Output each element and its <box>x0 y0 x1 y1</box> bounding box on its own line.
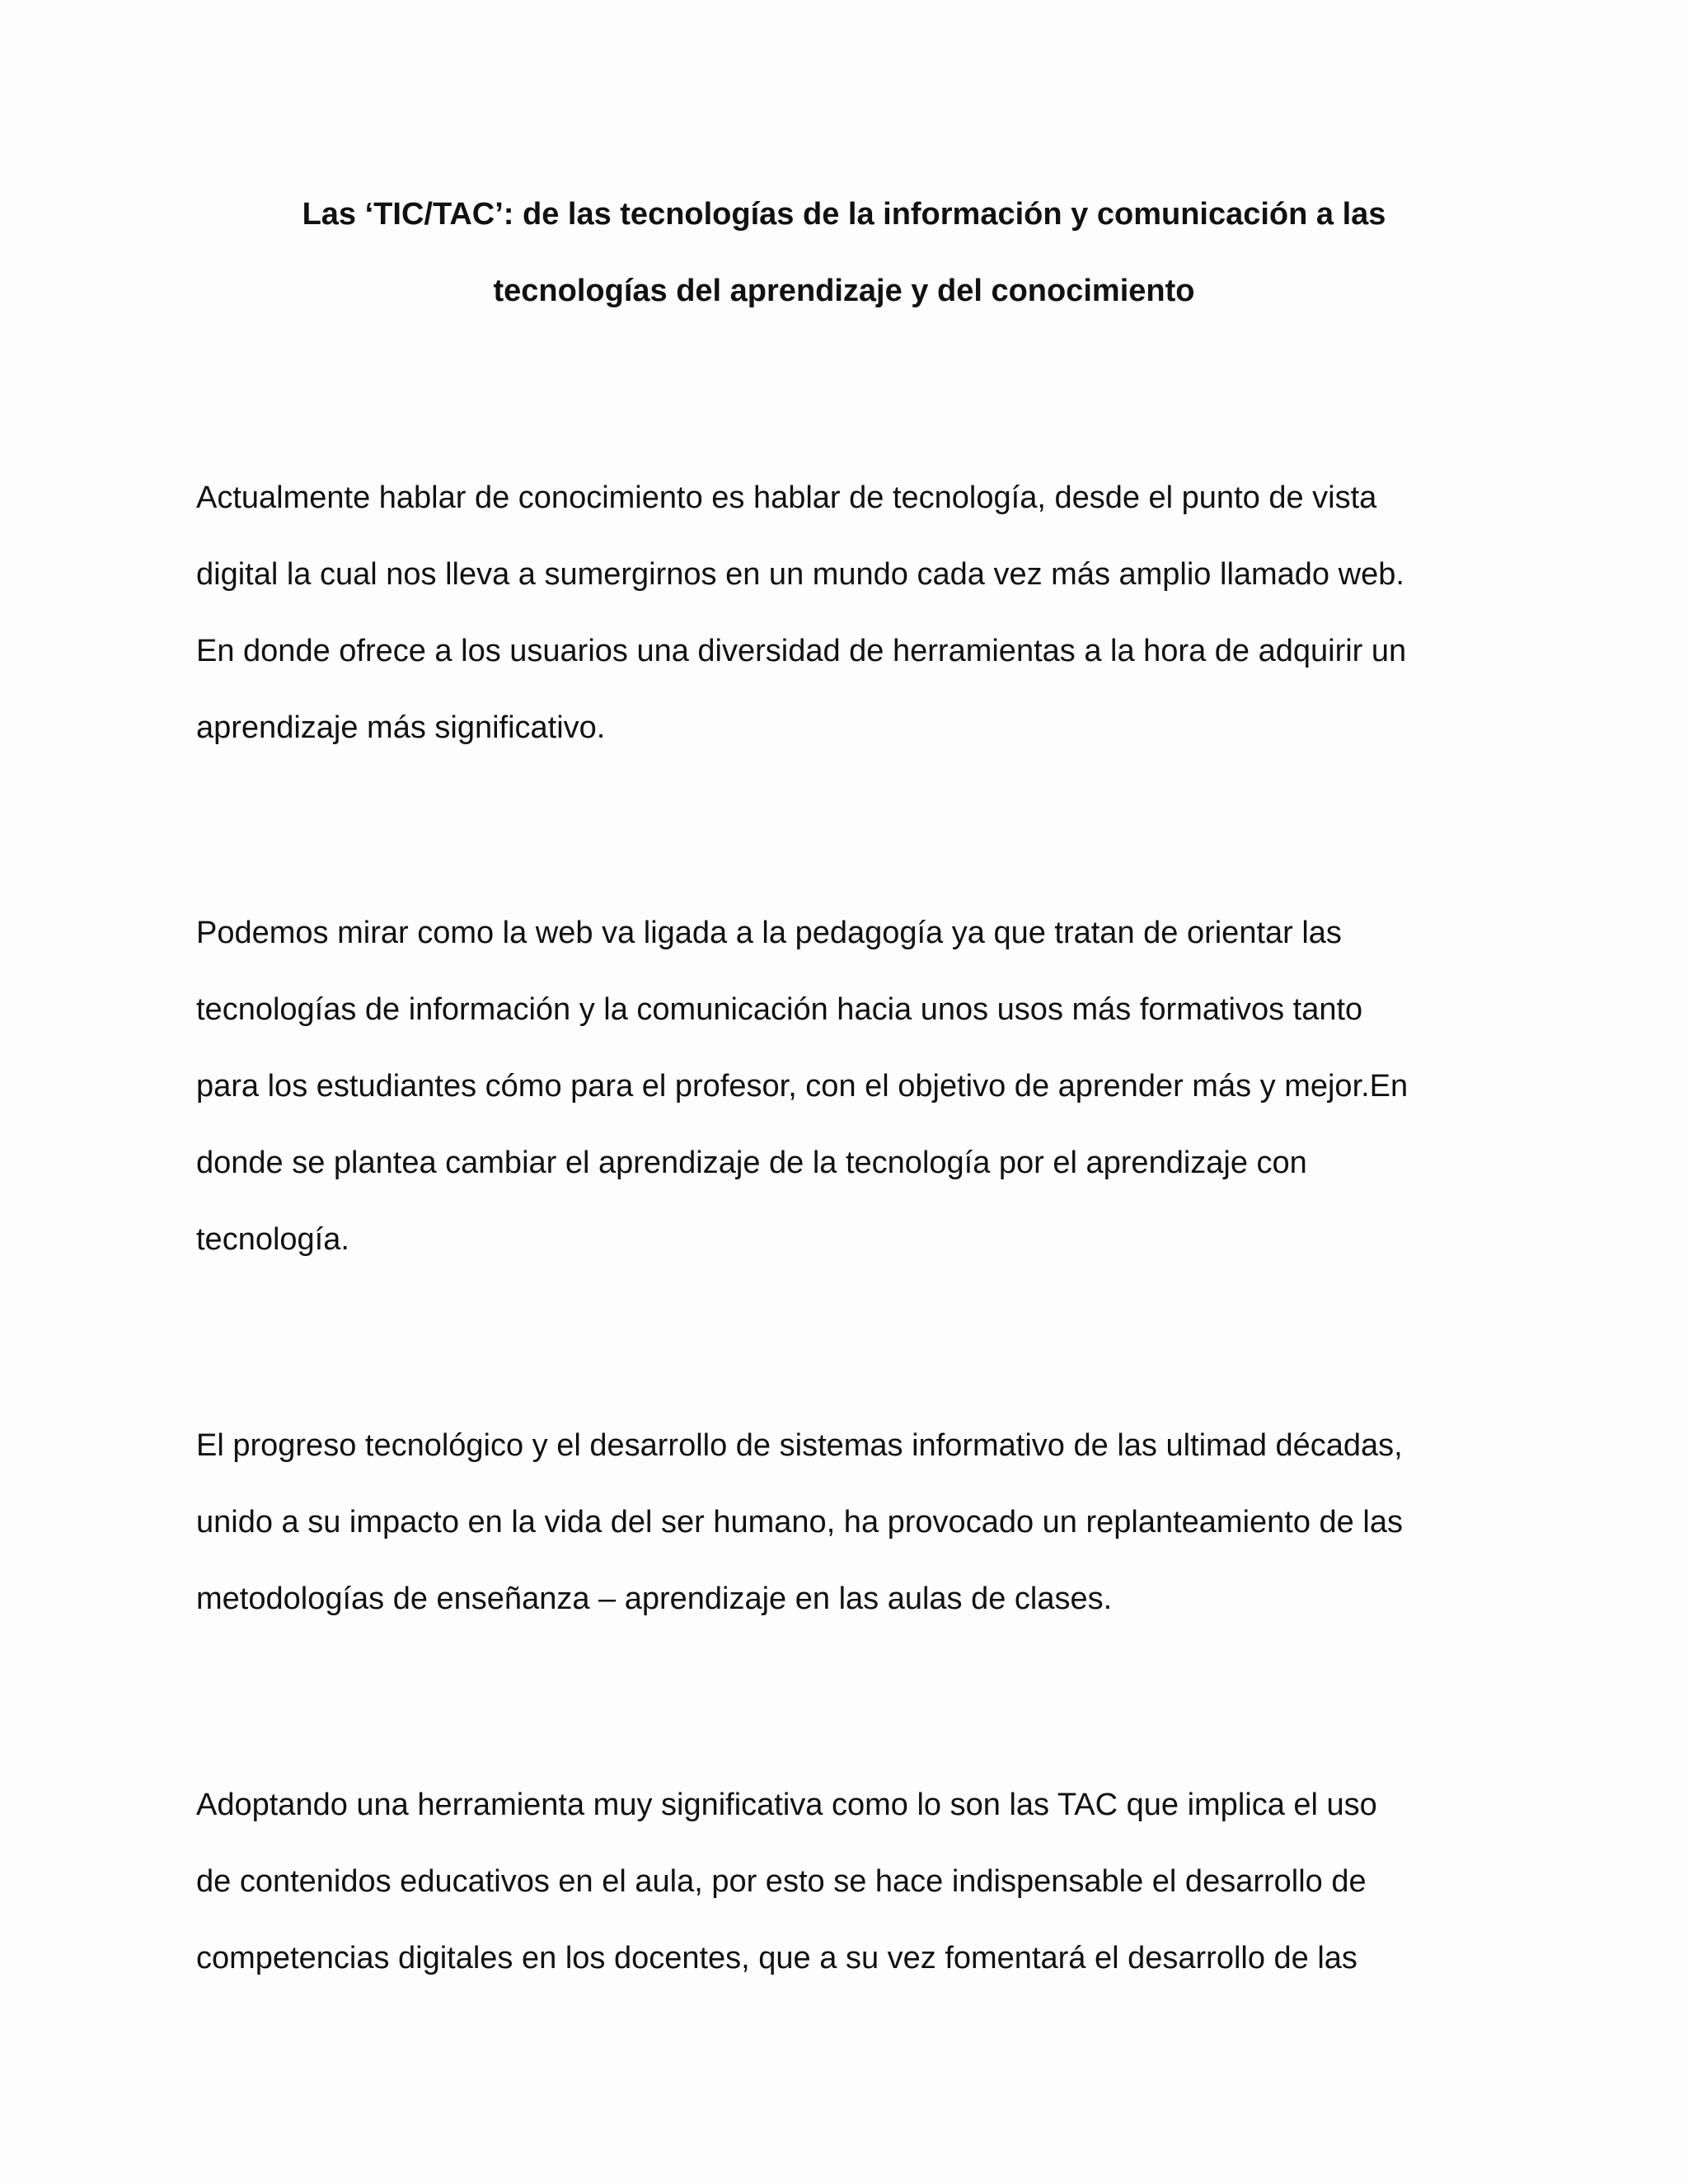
paragraph-2-line-4: donde se plantea cambiar el aprendizaje de la tecnología por el aprendizaje con <box>196 1146 1307 1180</box>
paragraph-3-line-1: El progreso tecnológico y el desarrollo de sistemas informativo de las ultimad décadas, <box>196 1428 1403 1463</box>
paragraph-1-line-2: digital la cual nos lleva a sumergirnos en un mundo cada vez más amplio llamado web. <box>196 557 1404 592</box>
document-title-line-1: Las ‘TIC/TAC’: de las tecnologías de la información y comunicación a las <box>302 197 1386 232</box>
paragraph-3-line-3: metodologías de enseñanza – aprendizaje en las aulas de clases. <box>196 1582 1113 1616</box>
paragraph-3-line-2: unido a su impacto en la vida del ser humano, ha provocado un replanteamiento de las <box>196 1505 1403 1540</box>
paragraph-2-line-5: tecnología. <box>196 1222 349 1257</box>
paragraph-2-line-2: tecnologías de información y la comunicación hacia unos usos más formativos tanto <box>196 992 1363 1027</box>
paragraph-2-line-1: Podemos mirar como la web va ligada a la pedagogía ya que tratan de orientar las <box>196 916 1342 950</box>
paragraph-4-line-1: Adoptando una herramienta muy significativa como lo son las TAC que implica el uso <box>196 1788 1377 1822</box>
paragraph-1-line-1: Actualmente hablar de conocimiento es hablar de tecnología, desde el punto de vista <box>196 480 1377 515</box>
paragraph-1-line-4: aprendizaje más significativo. <box>196 710 606 745</box>
paragraph-4-line-2: de contenidos educativos en el aula, por esto se hace indispensable el desarrollo de <box>196 1864 1367 1899</box>
paragraph-1-line-3: En donde ofrece a los usuarios una diversidad de herramientas a la hora de adquirir un <box>196 634 1407 668</box>
paragraph-2-line-3: para los estudiantes cómo para el profesor, con el objetivo de aprender más y mejor.En <box>196 1069 1409 1104</box>
document-title-line-2: tecnologías del aprendizaje y del conocimiento <box>493 274 1195 308</box>
paragraph-4-line-3: competencias digitales en los docentes, que a su vez fomentará el desarrollo de las <box>196 1941 1357 1975</box>
